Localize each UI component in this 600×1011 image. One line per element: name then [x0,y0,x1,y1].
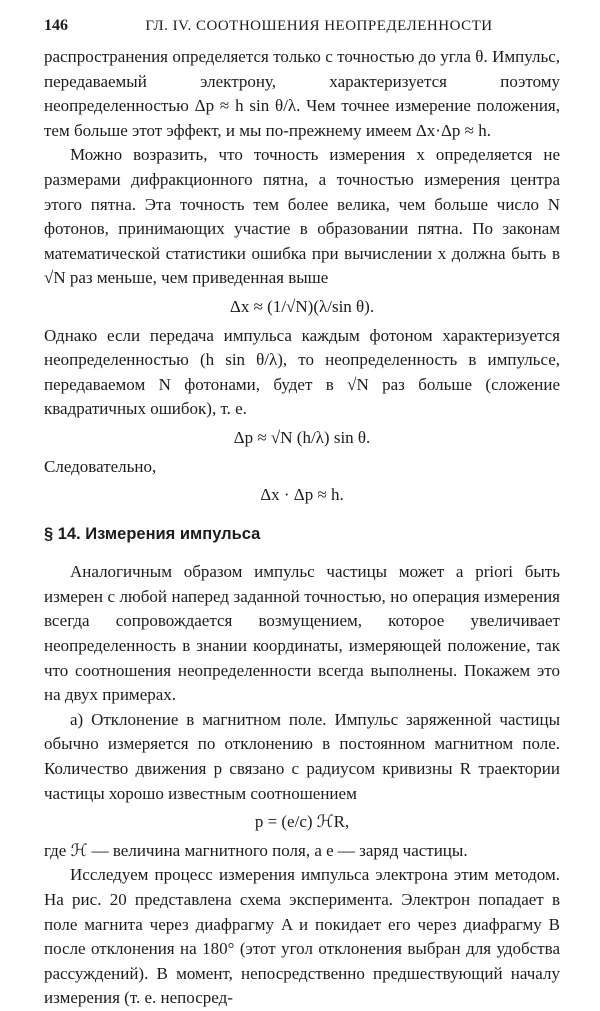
formula-4: p = (e/c) ℋR, [254,812,350,832]
section-title: § 14. Измерения импульса [44,524,261,543]
paragraph-7: где ℋ — величина магнитного поля, а e — заряд частицы. [44,840,468,860]
paragraph-8: Исследуем процесс измерения импульса электрона этим методом. На рис. 20 представлена схема эксперимента. Электрон попадает в поле магнита через диафрагму A и покидает его через диафрагму B после отклонения на 180° (этот угол отклонения выбран для удобства рассуждений). В момент, непосредственно предшествующий началу измерения (т. е. непосред- [44,865,560,1008]
section-heading [44,522,560,547]
formula-3: Δx · Δp ≈ h. [260,485,344,505]
paragraph-6: а) Отклонение в магнитном поле. Импульс заряженной частицы обычно измеряется по отклонению в постоянном магнитном поле. Количество движения p связано с радиусом кривизны R траектории частицы хорошо известным соотношением [44,709,560,803]
page-body [44,45,560,1011]
paragraph-2: Можно возразить, что точность измерения x определяется не размерами дифракционного пятна, а точностью измерения центра этого пятна. Эта точность тем более велика, чем больше число N фотонов, принимающих участие в образовании пятна. По законам математической статистики ошибка при вычислении x должна быть в √N раз меньше, чем приведенная выше [44,145,560,288]
paragraph-1: распространения определяется только с точностью до угла θ. Импульс, передаваемый электрону, характеризуется поэтому неопределенностью Δp ≈ h sin θ/λ. Чем точнее измерение положения, тем больше этот эффект, и мы по-прежнему имеем Δx·Δp ≈ h. [44,47,560,140]
paragraph-5: Аналогичным образом импульс частицы может a priori быть измерен с любой наперед заданной точностью, но операция измерения всегда сопровождается возмущением, которое увеличивает неопределенность в знании координаты, измеряющей положение, так что соотношения неопределенности всегда выполнены. Покажем это на двух примерах. [44,562,560,705]
formula-2: Δp ≈ √N (h/λ) sin θ. [233,427,371,447]
page-header [44,8,564,34]
paragraph-3: Однако если передача импульса каждым фотоном характеризуется неопределенностью (h sin θ/λ), то неопределенность в импульсе, передаваемом N фотонами, будет в √N раз больше (сложение квадратичных ошибок), т. е. [44,325,560,419]
formula-1: Δx ≈ (1/√N)(λ/sin θ). [229,296,375,316]
running-title: ГЛ. IV. СООТНОШЕНИЯ НЕОПРЕДЕЛЕННОСТИ [145,18,493,34]
page-number: 146 [44,17,68,34]
paragraph-4: Следовательно, [44,456,157,476]
